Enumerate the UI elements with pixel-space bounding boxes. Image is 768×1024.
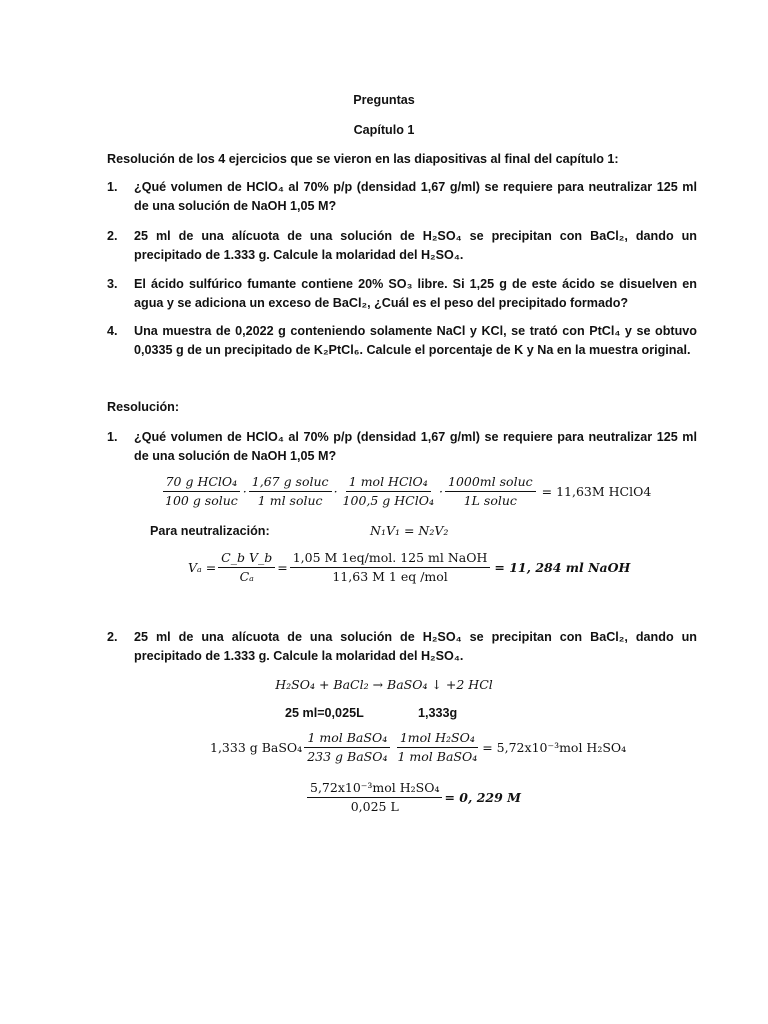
equation-molarity (305, 780, 521, 815)
question-text: Una muestra de 0,2022 g conteniendo solamente NaCl y KCl, se trató con PtCl₄ y se obtuvo 0,0335 g de un precipitado de K₂PtCl₆. Calcule el porcentaje de K y Na en la muestra original. (134, 324, 697, 357)
fraction: $\frac{\text{70 g HClO₄}}{\text{100 g soluc}}$ (162, 474, 241, 509)
question-text: 25 ml de una alícuota de una solución de H₂SO₄ se precipitan con BaCl₂, dando un precipitado de 1.333 g. Calcule la molaridad del H₂SO₄. (134, 630, 697, 663)
fraction: $\frac{\text{1000ml soluc}}{\text{1L soluc}}$ (445, 474, 536, 509)
fraction: $\frac{\text{1 mol BaSO₄}}{\text{233 g BaSO₄}}$ (304, 730, 390, 765)
question-number: 2. (107, 630, 118, 644)
fraction: $\frac{\text{C\_b V\_b}}{\text{Cₐ}}$ (218, 550, 275, 585)
mass-label: 1,333g (418, 706, 458, 720)
question-number: 4. (107, 324, 118, 338)
equation-concentration: $\frac{\text{70 g HClO₄}}{\text{100 g soluc}}$ · $\frac{\text{1,67 g soluc}}{\text{1 ml soluc}}$ · $\frac{\text{1 mol HClO₄}}{\text{100,5 g HClO₄}}$ · $\frac{\text{1000ml soluc}}{\text{1L soluc}}$ = 11,63M HClO4 (160, 474, 651, 509)
question-text: El ácido sulfúrico fumante contiene 20% SO₃ libre. Si 1,25 g de este ácido se disuelven en agua y se adiciona un exceso de BaCl₂, ¿Cuál es el peso del precipitado formado? (134, 277, 697, 310)
question-3 (107, 275, 697, 313)
equation-moles: 1,333 g BaSO₄ $\frac{\text{1 mol BaSO₄}}{\text{233 g BaSO₄}}$ $\frac{\text{1mol H₂SO₄}}{\text{1 mol BaSO₄}}$ = 5,72x10⁻³mol H₂SO₄ (210, 730, 627, 764)
chapter-title: Capítulo 1 (353, 123, 415, 137)
question-text: ¿Qué volumen de HClO₄ al 70% p/p (densidad 1,67 g/ml) se requiere para neutralizar 125 ml de una solución de NaOH 1,05 M? (134, 180, 697, 213)
question-text: 25 ml de una alícuota de una solución de H₂SO₄ se precipitan con BaCl₂, dando un precipitado de 1.333 g. Calcule la molaridad del H₂SO₄. (134, 229, 697, 262)
neutralization-equation: N₁V₁ = N₂V₂ (370, 523, 449, 538)
question-number: 3. (107, 277, 118, 291)
resolution-question-1 (107, 428, 697, 466)
neutralization-label: Para neutralización: (150, 524, 270, 538)
resolution-question-2 (107, 628, 697, 666)
intro-text: Resolución de los 4 ejercicios que se vieron en las diapositivas al final del capítulo 1: (107, 152, 619, 166)
question-number: 1. (107, 430, 118, 444)
question-text: ¿Qué volumen de HClO₄ al 70% p/p (densidad 1,67 g/ml) se requiere para neutralizar 125 ml de una solución de NaOH 1,05 M? (134, 430, 697, 463)
fraction: $\frac{\text{1,05 M 1eq/mol. 125 ml NaOH}}{\text{11,63 M 1 eq /mol}}$ (290, 550, 491, 585)
question-number: 2. (107, 229, 118, 243)
chemical-reaction: H₂SO₄ + BaCl₂ → BaSO₄ ↓ +2 HCl (275, 677, 493, 692)
question-2 (107, 227, 697, 265)
question-number: 1. (107, 180, 118, 194)
resolution-heading: Resolución: (107, 400, 180, 414)
fraction: $\frac{\text{1mol H₂SO₄}}{\text{1 mol BaSO₄}}$ (397, 730, 478, 764)
fraction: $\frac{\text{5,72x10⁻³mol H₂SO₄}}{0,025 L}$ (307, 780, 442, 815)
page-title: Preguntas (353, 93, 415, 107)
equation-result: = 5,72x10⁻³mol H₂SO₄ (482, 740, 627, 755)
equation-result: = 0, 229 M (444, 790, 521, 805)
volume-label: 25 ml=0,025L (285, 706, 364, 720)
fraction: $\frac{\text{1,67 g soluc}}{\text{1 ml soluc}}$ (249, 474, 332, 509)
question-4 (107, 322, 697, 360)
equation-result: = 11,63M HClO4 (541, 484, 652, 499)
equation-result: = 11, 284 ml NaOH (494, 560, 631, 575)
question-1 (107, 178, 697, 216)
fraction: $\frac{\text{1 mol HClO₄}}{\text{100,5 g HClO₄}}$ (342, 474, 435, 508)
equation-volume: Vₐ = $\frac{\text{C\_b V\_b}}{\text{Cₐ}}$ = $\frac{\text{1,05 M 1eq/mol. 125 ml NaOH}}{\text{11,63 M 1 eq /mol}}$ = 11, 284 ml NaOH (188, 550, 631, 584)
